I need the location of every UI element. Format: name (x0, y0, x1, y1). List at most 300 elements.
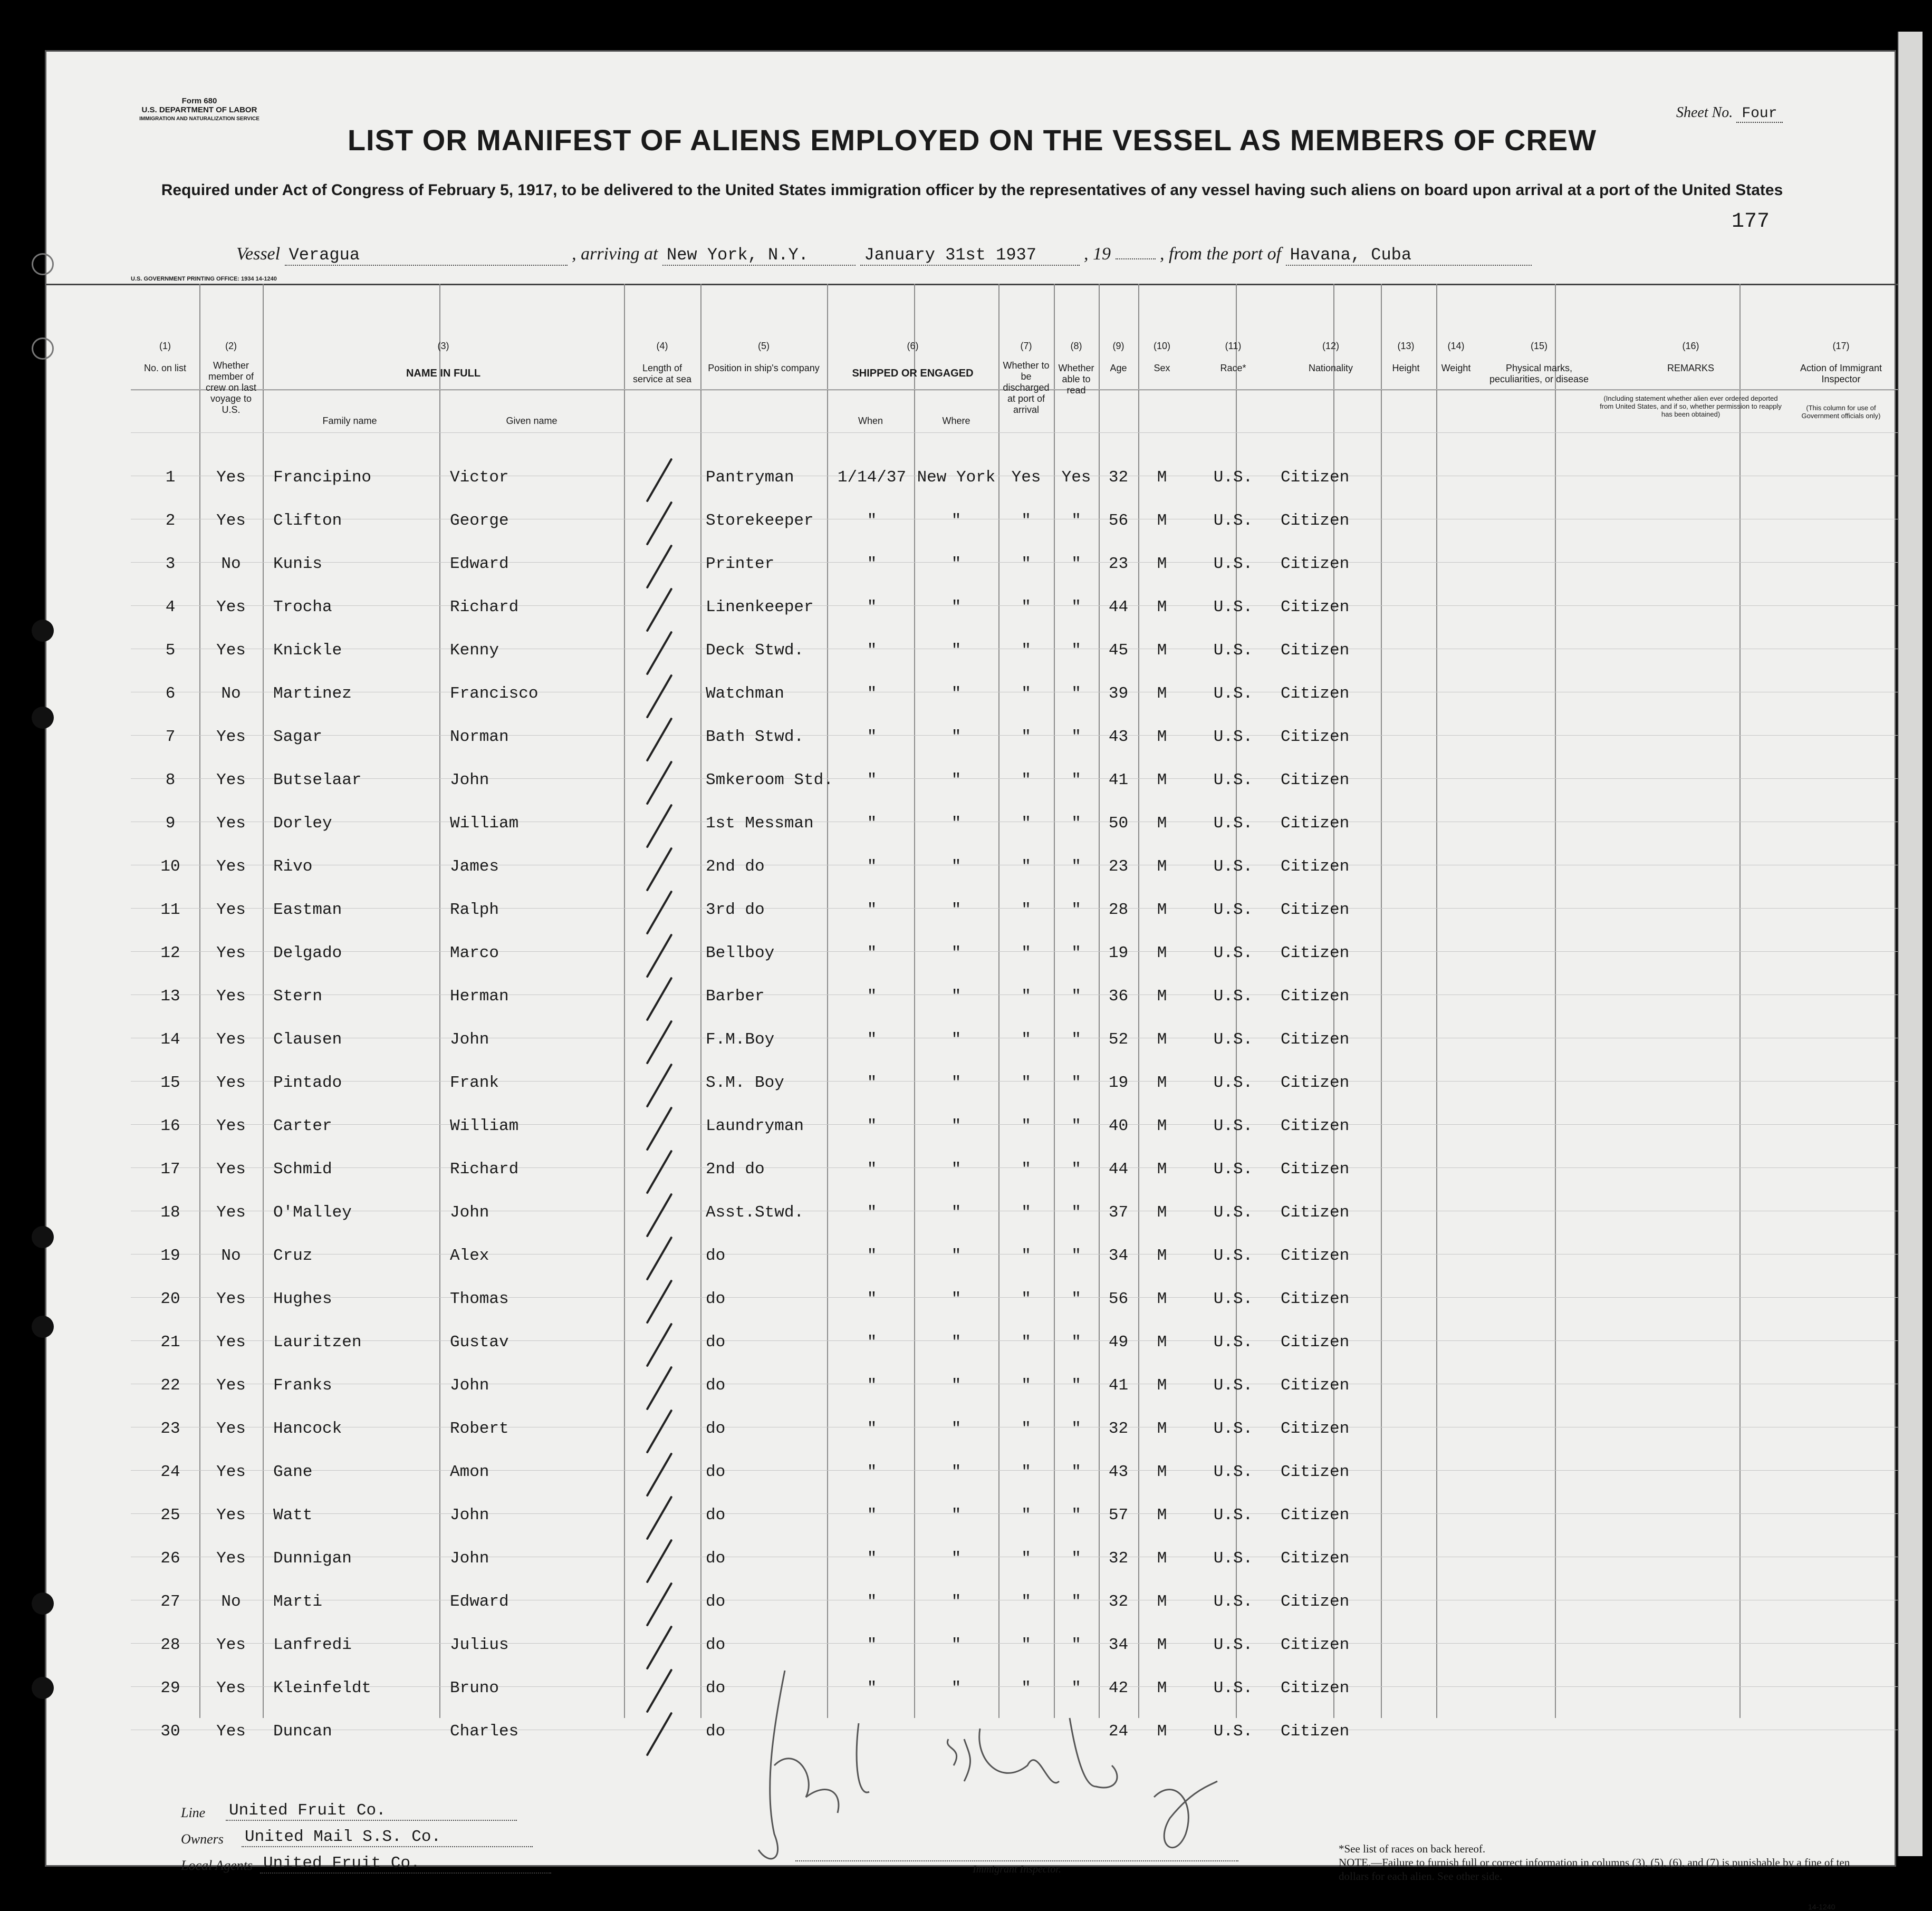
cell-when: " (867, 1506, 877, 1524)
cell-read: " (1071, 1506, 1081, 1524)
cell-family: Lauritzen (273, 1333, 362, 1352)
cell-prev: Yes (216, 1506, 246, 1524)
cell-when: " (867, 1376, 877, 1395)
cell-family: Kleinfeldt (273, 1679, 372, 1697)
cell-where: " (951, 1160, 962, 1179)
cell-read: " (1071, 684, 1081, 703)
cell-when: " (867, 555, 877, 573)
cell-disch: " (1021, 1160, 1031, 1179)
column-rule (1381, 284, 1382, 1718)
cell-where: " (951, 1333, 962, 1352)
cell-read: " (1071, 814, 1081, 833)
cell-when: " (867, 728, 877, 746)
cell-position: Laundryman (706, 1117, 804, 1135)
cell-family: Rivo (273, 857, 313, 876)
cell-where: " (951, 944, 962, 962)
cell-given: Gustav (450, 1333, 509, 1352)
cell-read: " (1071, 1117, 1081, 1135)
cell-race: U.S. (1213, 1376, 1253, 1395)
column-number-c16: (16) (1682, 341, 1699, 351)
column-rule (827, 284, 828, 1718)
cell-when: " (867, 1117, 877, 1135)
cell-age: 45 (1108, 641, 1129, 660)
column-rule (1739, 284, 1741, 1718)
cell-disch: " (1021, 1203, 1031, 1222)
cell-given: William (450, 1117, 519, 1135)
cell-no: 13 (160, 987, 180, 1006)
cell-prev: Yes (216, 1549, 246, 1568)
cell-race: U.S. (1213, 728, 1253, 746)
cell-read: " (1071, 641, 1081, 660)
cell-prev: Yes (216, 511, 246, 530)
cell-where: " (951, 1074, 962, 1092)
cell-no: 3 (165, 555, 176, 573)
cell-disch: " (1021, 771, 1031, 789)
column-header-c6: SHIPPED OR ENGAGED (852, 368, 974, 379)
cell-where: " (951, 555, 962, 573)
binder-hole (32, 1677, 54, 1699)
cell-no: 29 (160, 1679, 180, 1697)
page-edge (1898, 32, 1923, 1856)
cell-disch: " (1021, 1030, 1031, 1049)
cell-position: do (706, 1722, 726, 1741)
cell-when: " (867, 511, 877, 530)
cell-nat: Citizen (1281, 1160, 1350, 1179)
line-label: Line (181, 1805, 206, 1820)
cell-where: " (951, 1030, 962, 1049)
binder-hole (32, 1592, 54, 1615)
column-header-c16: REMARKS (1667, 363, 1714, 373)
cell-when: " (867, 1203, 877, 1222)
cell-prev: Yes (216, 1117, 246, 1135)
cell-prev: No (221, 1247, 241, 1265)
cell-sex: M (1157, 598, 1167, 616)
cell-given: Francisco (450, 684, 539, 703)
cell-no: 2 (165, 511, 176, 530)
column-header-given-name: Given name (506, 416, 558, 426)
arriving-label: , arriving at (572, 244, 658, 264)
cell-race: U.S. (1213, 901, 1253, 919)
cell-age: 52 (1108, 1030, 1129, 1049)
cell-read: " (1071, 1636, 1081, 1654)
column-header-c12: Nationality (1308, 363, 1353, 373)
cell-position: do (706, 1463, 726, 1481)
cell-nat: Citizen (1281, 1203, 1350, 1222)
arrival-date: January 31st 1937 (860, 245, 1080, 266)
cell-age: 43 (1108, 1463, 1129, 1481)
cell-no: 25 (160, 1506, 180, 1524)
cell-position: do (706, 1247, 726, 1265)
cell-sex: M (1157, 468, 1167, 487)
cell-race: U.S. (1213, 1333, 1253, 1352)
cell-age: 56 (1108, 1290, 1129, 1308)
cell-read: " (1071, 1420, 1081, 1438)
cell-prev: Yes (216, 857, 246, 876)
sheet-number (1676, 104, 1783, 122)
cell-prev: Yes (216, 1030, 246, 1049)
cell-no: 14 (160, 1030, 180, 1049)
cell-where: " (951, 1549, 962, 1568)
cell-given: John (450, 1506, 489, 1524)
cell-no: 27 (160, 1592, 180, 1611)
cell-age: 41 (1108, 1376, 1129, 1395)
cell-when: 1/14/37 (837, 468, 907, 487)
cell-nat: Citizen (1281, 641, 1350, 660)
cell-given: James (450, 857, 499, 876)
cell-age: 49 (1108, 1333, 1129, 1352)
cell-age: 41 (1108, 771, 1129, 789)
cell-read: " (1071, 1074, 1081, 1092)
cell-sex: M (1157, 1203, 1167, 1222)
cell-nat: Citizen (1281, 1636, 1350, 1654)
cell-sex: M (1157, 1420, 1167, 1438)
cell-age: 40 (1108, 1117, 1129, 1135)
cell-where: " (951, 857, 962, 876)
cell-prev: Yes (216, 1290, 246, 1308)
cell-nat: Citizen (1281, 1463, 1350, 1481)
cell-race: U.S. (1213, 1679, 1253, 1697)
cell-no: 24 (160, 1463, 180, 1481)
cell-prev: Yes (216, 814, 246, 833)
cell-given: John (450, 1376, 489, 1395)
page-subtitle: Required under Act of Congress of February 5, 1917, to be delivered to the United States immigration officer by the representatives of any vessel having such aliens on board upon arrival at a port of the United States (161, 181, 1783, 199)
cell-family: Delgado (273, 944, 342, 962)
cell-family: Eastman (273, 901, 342, 919)
cell-race: U.S. (1213, 468, 1253, 487)
cell-sex: M (1157, 1074, 1167, 1092)
cell-sex: M (1157, 814, 1167, 833)
cell-position: Asst.Stwd. (706, 1203, 804, 1222)
binder-hole (32, 1316, 54, 1338)
column-number-c12: (12) (1322, 341, 1339, 351)
owners-value: United Mail S.S. Co. (242, 1828, 533, 1847)
column-header-c14: Weight (1441, 363, 1471, 373)
cell-nat: Citizen (1281, 1247, 1350, 1265)
inspector-signature (753, 1660, 1307, 1881)
cell-read: " (1071, 555, 1081, 573)
cell-prev: Yes (216, 1679, 246, 1697)
cell-no: 8 (165, 771, 176, 789)
cell-no: 22 (160, 1376, 180, 1395)
immigrant-inspector-label: Immigrant Inspector. (795, 1860, 1238, 1876)
manifest-sheet (45, 50, 1896, 1911)
cell-read: " (1071, 1376, 1081, 1395)
cell-nat: Citizen (1281, 684, 1350, 703)
cell-disch: " (1021, 1636, 1031, 1654)
form-code: 14-1240 (1808, 1903, 1835, 1911)
cell-nat: Citizen (1281, 944, 1350, 962)
cell-where: " (951, 987, 962, 1006)
page-title: LIST OR MANIFEST OF ALIENS EMPLOYED ON THE VESSEL AS MEMBERS OF CREW (347, 123, 1597, 157)
cell-family: Gane (273, 1463, 313, 1481)
cell-prev: Yes (216, 987, 246, 1006)
cell-where: " (951, 1506, 962, 1524)
cell-age: 24 (1108, 1722, 1129, 1741)
cell-read: " (1071, 511, 1081, 530)
cell-position: Linenkeeper (706, 598, 814, 616)
cell-disch: " (1021, 1247, 1031, 1265)
cell-when: " (867, 987, 877, 1006)
column-number-c6: (6) (907, 341, 919, 351)
cell-race: U.S. (1213, 684, 1253, 703)
cell-given: Thomas (450, 1290, 509, 1308)
column-number-c10: (10) (1153, 341, 1170, 351)
cell-race: U.S. (1213, 598, 1253, 616)
cell-when: " (867, 641, 877, 660)
cell-nat: Citizen (1281, 1549, 1350, 1568)
cell-race: U.S. (1213, 771, 1253, 789)
cell-no: 23 (160, 1420, 180, 1438)
cell-nat: Citizen (1281, 1592, 1350, 1611)
cell-position: do (706, 1679, 726, 1697)
cell-prev: Yes (216, 1333, 246, 1352)
cell-age: 32 (1108, 1549, 1129, 1568)
cell-position: S.M. Boy (706, 1074, 784, 1092)
cell-race: U.S. (1213, 1506, 1253, 1524)
from-port-label: , from the port of (1160, 244, 1282, 264)
cell-where: " (951, 1117, 962, 1135)
vessel-label: Vessel (236, 244, 281, 264)
cell-family: Watt (273, 1506, 313, 1524)
cell-no: 17 (160, 1160, 180, 1179)
cell-given: Victor (450, 468, 509, 487)
cell-prev: Yes (216, 1160, 246, 1179)
cell-position: Printer (706, 555, 775, 573)
printing-office: U.S. GOVERNMENT PRINTING OFFICE: 1934 14-1240 (131, 276, 277, 282)
binder-hole (32, 1226, 54, 1248)
cell-family: Knickle (273, 641, 342, 660)
cell-disch: " (1021, 1549, 1031, 1568)
column-rule (199, 284, 200, 1718)
cell-when: " (867, 901, 877, 919)
cell-position: Barber (706, 987, 765, 1006)
binder-hole (32, 337, 54, 360)
cell-race: U.S. (1213, 1247, 1253, 1265)
cell-family: Franks (273, 1376, 332, 1395)
cell-nat: Citizen (1281, 1074, 1350, 1092)
cell-nat: Citizen (1281, 1376, 1350, 1395)
cell-family: Marti (273, 1592, 323, 1611)
cell-sex: M (1157, 1376, 1167, 1395)
vessel-name: Veragua (285, 245, 568, 266)
column-header-c17: Action of Immigrant Inspector (1800, 363, 1882, 384)
cell-race: U.S. (1213, 1636, 1253, 1654)
row-rule (131, 432, 1898, 433)
cell-disch: " (1021, 511, 1031, 530)
column-number-c1: (1) (159, 341, 171, 351)
cell-sex: M (1157, 1679, 1167, 1697)
cell-given: Richard (450, 598, 519, 616)
cell-given: Amon (450, 1463, 489, 1481)
cell-nat: Citizen (1281, 511, 1350, 530)
cell-no: 11 (160, 901, 180, 919)
column-number-c4: (4) (656, 341, 668, 351)
column-number-c7: (7) (1020, 341, 1032, 351)
cell-when: " (867, 1333, 877, 1352)
form-identifier (115, 96, 284, 123)
cell-prev: Yes (216, 944, 246, 962)
cell-where: " (951, 1636, 962, 1654)
cell-race: U.S. (1213, 857, 1253, 876)
cell-read: " (1071, 1203, 1081, 1222)
cell-given: Alex (450, 1247, 489, 1265)
cell-prev: Yes (216, 1074, 246, 1092)
cell-when: " (867, 1074, 877, 1092)
column-header-c15: Physical marks, peculiarities, or disease (1489, 363, 1589, 384)
cell-when: " (867, 1160, 877, 1179)
cell-family: Martinez (273, 684, 352, 703)
cell-prev: Yes (216, 1420, 246, 1438)
cell-age: 50 (1108, 814, 1129, 833)
cell-given: Edward (450, 555, 509, 573)
cell-nat: Citizen (1281, 901, 1350, 919)
remarks-note: (Including statement whether alien ever ordered deported from United States, and if so, whether permission to reapply has been obtained) (1600, 394, 1782, 418)
cell-nat: Citizen (1281, 1679, 1350, 1697)
column-rule (1436, 284, 1437, 1718)
cell-position: do (706, 1290, 726, 1308)
cell-disch: " (1021, 944, 1031, 962)
cell-when: " (867, 1247, 877, 1265)
cell-position: do (706, 1420, 726, 1438)
cell-given: Herman (450, 987, 509, 1006)
cell-position: Pantryman (706, 468, 794, 487)
cell-read: " (1071, 1463, 1081, 1481)
local-agents-label: Local Agents (181, 1858, 253, 1873)
cell-prev: Yes (216, 1463, 246, 1481)
cell-position: do (706, 1592, 726, 1611)
sheet-number-label: Sheet No. (1676, 104, 1733, 121)
cell-given: John (450, 1030, 489, 1049)
cell-nat: Citizen (1281, 771, 1350, 789)
cell-prev: No (221, 1592, 241, 1611)
cell-disch: " (1021, 1506, 1031, 1524)
cell-no: 4 (165, 598, 176, 616)
sheet-number-value: Four (1736, 105, 1782, 123)
cell-sex: M (1157, 1549, 1167, 1568)
cell-disch: " (1021, 684, 1031, 703)
cell-read: " (1071, 1679, 1081, 1697)
cell-no: 20 (160, 1290, 180, 1308)
binder-hole (32, 707, 54, 729)
cell-family: Dunnigan (273, 1549, 352, 1568)
cell-read: " (1071, 728, 1081, 746)
column-header-c2: Whether member of crew on last voyage to U.S. (205, 360, 257, 415)
cell-when: " (867, 1463, 877, 1481)
races-note: *See list of races on back hereof. (1339, 1842, 1486, 1855)
cell-position: Storekeeper (706, 511, 814, 530)
cell-position: do (706, 1376, 726, 1395)
cell-age: 57 (1108, 1506, 1129, 1524)
cell-sex: M (1157, 857, 1167, 876)
cell-read: " (1071, 901, 1081, 919)
column-number-c3: (3) (437, 341, 449, 351)
cell-sex: M (1157, 511, 1167, 530)
cell-position: 2nd do (706, 857, 765, 876)
cell-prev: Yes (216, 641, 246, 660)
cell-where: " (951, 1290, 962, 1308)
column-rule (439, 284, 440, 1718)
cell-position: Smkeroom Std. (706, 771, 833, 789)
cell-race: U.S. (1213, 641, 1253, 660)
cell-given: John (450, 771, 489, 789)
cell-race: U.S. (1213, 511, 1253, 530)
cell-nat: Citizen (1281, 1290, 1350, 1308)
cell-no: 19 (160, 1247, 180, 1265)
cell-where: " (951, 1463, 962, 1481)
cell-where: " (951, 771, 962, 789)
column-number-c9: (9) (1112, 341, 1124, 351)
cell-age: 32 (1108, 468, 1129, 487)
cell-where: " (951, 641, 962, 660)
cell-given: William (450, 814, 519, 833)
cell-position: Deck Stwd. (706, 641, 804, 660)
cell-when: " (867, 1592, 877, 1611)
form-number: Form 680 (181, 96, 217, 105)
form-department: U.S. DEPARTMENT OF LABOR (141, 105, 257, 114)
cell-sex: M (1157, 684, 1167, 703)
cell-age: 43 (1108, 728, 1129, 746)
check-mark (646, 1712, 673, 1756)
cell-nat: Citizen (1281, 1722, 1350, 1741)
cell-nat: Citizen (1281, 728, 1350, 746)
cell-family: O'Malley (273, 1203, 352, 1222)
cell-read: " (1071, 1333, 1081, 1352)
cell-nat: Citizen (1281, 1506, 1350, 1524)
cell-sex: M (1157, 1333, 1167, 1352)
cell-when: " (867, 1030, 877, 1049)
cell-nat: Citizen (1281, 555, 1350, 573)
cell-race: U.S. (1213, 987, 1253, 1006)
cell-when: " (867, 684, 877, 703)
cell-where: " (951, 511, 962, 530)
cell-nat: Citizen (1281, 987, 1350, 1006)
cell-race: U.S. (1213, 1160, 1253, 1179)
cell-given: John (450, 1549, 489, 1568)
cell-disch: " (1021, 1333, 1031, 1352)
cell-age: 19 (1108, 944, 1129, 962)
cell-given: Richard (450, 1160, 519, 1179)
cell-sex: M (1157, 1592, 1167, 1611)
cell-position: Bellboy (706, 944, 775, 962)
cell-family: Francipino (273, 468, 372, 487)
cell-age: 34 (1108, 1247, 1129, 1265)
column-header-c10: Sex (1154, 363, 1170, 373)
cell-read: " (1071, 857, 1081, 876)
cell-nat: Citizen (1281, 1030, 1350, 1049)
cell-family: Kunis (273, 555, 323, 573)
column-rule (700, 284, 701, 1718)
cell-disch: Yes (1011, 468, 1041, 487)
cell-age: 32 (1108, 1420, 1129, 1438)
cell-race: U.S. (1213, 814, 1253, 833)
cell-race: U.S. (1213, 944, 1253, 962)
cell-when: " (867, 1679, 877, 1697)
cell-disch: " (1021, 901, 1031, 919)
cell-age: 32 (1108, 1592, 1129, 1611)
cell-prev: Yes (216, 1203, 246, 1222)
cell-where: " (951, 684, 962, 703)
cell-given: Kenny (450, 641, 499, 660)
cell-given: Marco (450, 944, 499, 962)
cell-where: " (951, 1203, 962, 1222)
cell-read: " (1071, 598, 1081, 616)
cell-read: " (1071, 944, 1081, 962)
column-rule (1898, 284, 1899, 1718)
cell-disch: " (1021, 1420, 1031, 1438)
cell-sex: M (1157, 728, 1167, 746)
cell-position: do (706, 1549, 726, 1568)
cell-where: " (951, 1592, 962, 1611)
